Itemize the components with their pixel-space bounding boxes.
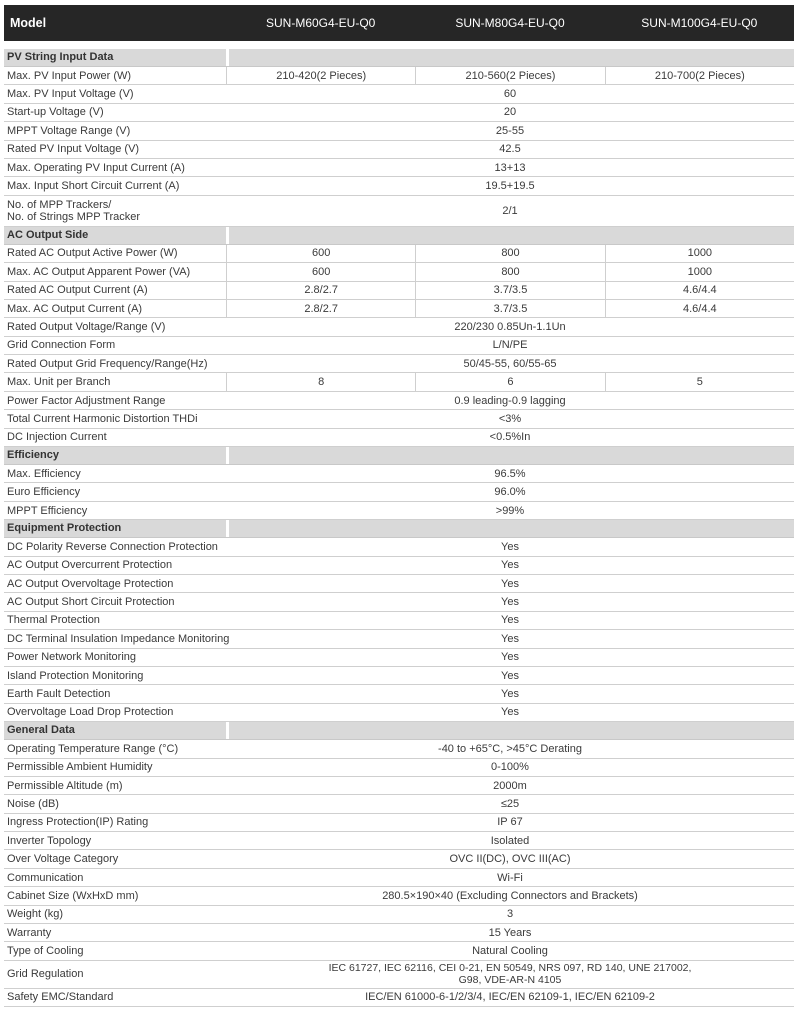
- row-label: Ingress Protection(IP) Rating: [7, 816, 149, 829]
- cell-value: 13+13: [494, 161, 526, 174]
- row-label: Communication: [7, 871, 84, 884]
- row-label: AC Output Short Circuit Protection: [7, 596, 175, 609]
- cell-value: 800: [415, 263, 604, 280]
- table-row: [4, 141, 794, 159]
- table-row: [4, 869, 794, 887]
- row-label: Permissible Altitude (m): [7, 779, 123, 792]
- header-label: Model: [10, 16, 47, 30]
- cell-value: 2000m: [493, 779, 527, 792]
- cell-value: 15 Years: [488, 926, 532, 939]
- row-label: Safety EMC/Standard: [7, 991, 114, 1004]
- section-title: General Data: [4, 722, 226, 739]
- table-header: [4, 5, 794, 41]
- spec-sheet: [4, 5, 794, 1007]
- row-label: Overvoltage Load Drop Protection: [7, 706, 174, 719]
- cell-value: 600: [226, 245, 415, 262]
- table-row: [4, 557, 794, 575]
- row-label: Max. Unit per Branch: [7, 376, 111, 389]
- table-row: [4, 989, 794, 1007]
- table-row: [4, 814, 794, 832]
- row-label: Rated AC Output Current (A): [7, 284, 148, 297]
- row-label: Power Network Monitoring: [7, 651, 136, 664]
- cell-value: 800: [415, 245, 604, 262]
- cell-value: Yes: [501, 632, 519, 645]
- table-row: [4, 906, 794, 924]
- table-row: [4, 177, 794, 195]
- table-row: [4, 122, 794, 140]
- cell-value: OVC II(DC), OVC III(AC): [449, 853, 571, 866]
- cell-value: 220/230 0.85Un-1.1Un: [454, 320, 566, 333]
- row-label: Operating Temperature Range (°C): [7, 742, 179, 755]
- cell-value: 3.7/3.5: [415, 282, 604, 299]
- row-label: Rated AC Output Active Power (W): [7, 247, 178, 260]
- section-title: Efficiency: [4, 447, 226, 464]
- table-row: [4, 85, 794, 103]
- table-row: [4, 685, 794, 703]
- table-row: [4, 318, 794, 336]
- cell-value: ≤25: [500, 797, 520, 810]
- table-row: [4, 392, 794, 410]
- table-row: [4, 924, 794, 942]
- cell-value: 96.5%: [494, 467, 526, 480]
- model-name: SUN-M80G4-EU-Q0: [455, 16, 565, 30]
- cell-value: 42.5: [499, 143, 521, 156]
- row-label: Max. Input Short Circuit Current (A): [7, 180, 180, 193]
- cell-value: 4.6/4.4: [605, 282, 794, 299]
- row-label: Type of Cooling: [7, 945, 84, 958]
- row-label: Cabinet Size (WxHxD mm): [7, 889, 139, 902]
- cell-value: IEC 61727, IEC 62116, CEI 0-21, EN 50549, NRS 097, RD 140, UNE 217002, G98, VDE-AR-N 4105: [328, 962, 692, 987]
- section-header: [4, 520, 794, 538]
- cell-value: >99%: [495, 504, 525, 517]
- cell-value: Yes: [501, 577, 519, 590]
- table-row: [4, 759, 794, 777]
- cell-value: 3.7/3.5: [415, 300, 604, 317]
- table-row: [4, 429, 794, 447]
- section-header: [4, 447, 794, 465]
- row-label: Permissible Ambient Humidity: [7, 761, 153, 774]
- table-row: [4, 832, 794, 850]
- row-label: DC Terminal Insulation Impedance Monitoring: [7, 632, 230, 645]
- cell-value: 1000: [605, 245, 794, 262]
- table-row: [4, 942, 794, 960]
- cell-value: L/N/PE: [492, 339, 528, 352]
- row-label: Max. AC Output Current (A): [7, 302, 143, 315]
- row-label: MPPT Voltage Range (V): [7, 124, 131, 137]
- row-label: Max. Efficiency: [7, 467, 81, 480]
- row-label: Island Protection Monitoring: [7, 669, 144, 682]
- cell-value: 3: [506, 908, 514, 921]
- row-label: Rated PV Input Voltage (V): [7, 143, 140, 156]
- cell-value: 210-700(2 Pieces): [605, 67, 794, 84]
- cell-value: 0.9 leading-0.9 lagging: [454, 394, 566, 407]
- table-row: [4, 282, 794, 300]
- table-row: [4, 593, 794, 611]
- cell-value: 8: [226, 373, 415, 390]
- cell-value: 4.6/4.4: [605, 300, 794, 317]
- row-label: Max. AC Output Apparent Power (VA): [7, 265, 191, 278]
- cell-value: Yes: [501, 651, 519, 664]
- table-row: [4, 575, 794, 593]
- table-row: [4, 159, 794, 177]
- row-label: Earth Fault Detection: [7, 688, 111, 701]
- row-label: No. of MPP Trackers/ No. of Strings MPP Tracker: [7, 198, 141, 223]
- table-row: [4, 337, 794, 355]
- cell-value: Yes: [501, 559, 519, 572]
- cell-value: 2.8/2.7: [226, 282, 415, 299]
- cell-value: Natural Cooling: [472, 945, 548, 958]
- row-label: Warranty: [7, 926, 52, 939]
- table-row: [4, 410, 794, 428]
- cell-value: 600: [226, 263, 415, 280]
- row-label: Grid Regulation: [7, 968, 84, 981]
- row-label: AC Output Overvoltage Protection: [7, 577, 174, 590]
- cell-value: Yes: [501, 669, 519, 682]
- cell-value: IP 67: [497, 816, 523, 829]
- table-row: [4, 502, 794, 520]
- cell-value: <0.5%In: [489, 431, 531, 444]
- row-label: Thermal Protection: [7, 614, 100, 627]
- table-row: [4, 263, 794, 281]
- cell-value: 19.5+19.5: [485, 180, 535, 193]
- row-label: DC Polarity Reverse Connection Protection: [7, 540, 218, 553]
- cell-value: Isolated: [490, 834, 530, 847]
- section-title: AC Output Side: [4, 227, 226, 244]
- row-label: Total Current Harmonic Distortion THDi: [7, 412, 198, 425]
- cell-value: 210-420(2 Pieces): [226, 67, 415, 84]
- section-header: [4, 722, 794, 740]
- table-row: [4, 795, 794, 813]
- cell-value: 50/45-55, 60/55-65: [463, 357, 557, 370]
- row-label: Rated Output Voltage/Range (V): [7, 320, 166, 333]
- row-label: Inverter Topology: [7, 834, 92, 847]
- table-row: [4, 850, 794, 868]
- table-row: [4, 67, 794, 85]
- table-row: [4, 667, 794, 685]
- cell-value: 25-55: [495, 124, 525, 137]
- row-label: Euro Efficiency: [7, 486, 81, 499]
- table-row: [4, 649, 794, 667]
- row-label: Rated Output Grid Frequency/Range(Hz): [7, 357, 208, 370]
- table-row: [4, 630, 794, 648]
- cell-value: Yes: [501, 540, 519, 553]
- table-row: [4, 196, 794, 227]
- row-label: Weight (kg): [7, 908, 64, 921]
- cell-value: Yes: [501, 614, 519, 627]
- cell-value: 60: [503, 88, 517, 101]
- cell-value: 2/1: [502, 204, 518, 217]
- section-title: Equipment Protection: [4, 520, 226, 537]
- table-row: [4, 740, 794, 758]
- row-label: Noise (dB): [7, 797, 59, 810]
- cell-value: IEC/EN 61000-6-1/2/3/4, IEC/EN 62109-1, IEC/EN 62109-2: [365, 991, 655, 1004]
- row-label: Power Factor Adjustment Range: [7, 394, 166, 407]
- cell-value: Wi-Fi: [497, 871, 523, 884]
- cell-value: Yes: [501, 596, 519, 609]
- table-row: [4, 355, 794, 373]
- cell-value: <3%: [498, 412, 522, 425]
- table-row: [4, 373, 794, 391]
- cell-value: 2.8/2.7: [226, 300, 415, 317]
- model-name: SUN-M60G4-EU-Q0: [265, 16, 376, 30]
- table-row: [4, 887, 794, 905]
- table-row: [4, 777, 794, 795]
- table-row: [4, 104, 794, 122]
- cell-value: 280.5×190×40 (Excluding Connectors and Brackets): [382, 889, 638, 902]
- cell-value: 0-100%: [491, 761, 529, 774]
- model-name: SUN-M100G4-EU-Q0: [641, 16, 758, 30]
- cell-value: Yes: [501, 706, 519, 719]
- row-label: MPPT Efficiency: [7, 504, 88, 517]
- table-row: [4, 704, 794, 722]
- table-row: [4, 465, 794, 483]
- table-row: [4, 245, 794, 263]
- row-label: Grid Connection Form: [7, 339, 116, 352]
- section-title: PV String Input Data: [4, 49, 226, 66]
- section-header: [4, 227, 794, 245]
- table-row: [4, 538, 794, 556]
- cell-value: 5: [605, 373, 794, 390]
- cell-value: 210-560(2 Pieces): [415, 67, 604, 84]
- cell-value: 20: [503, 106, 517, 119]
- row-label: DC Injection Current: [7, 431, 107, 444]
- row-label: Max. PV Input Power (W): [7, 69, 132, 82]
- cell-value: Yes: [501, 688, 519, 701]
- cell-value: 6: [415, 373, 604, 390]
- table-row: [4, 612, 794, 630]
- row-label: AC Output Overcurrent Protection: [7, 559, 173, 572]
- table-row: [4, 961, 794, 989]
- row-label: Start-up Voltage (V): [7, 106, 104, 119]
- row-label: Max. PV Input Voltage (V): [7, 88, 134, 101]
- table-row: [4, 483, 794, 501]
- section-header: [4, 49, 794, 67]
- table-row: [4, 300, 794, 318]
- row-label: Max. Operating PV Input Current (A): [7, 161, 185, 174]
- cell-value: 1000: [605, 263, 794, 280]
- cell-value: 96.0%: [494, 486, 526, 499]
- row-label: Over Voltage Category: [7, 853, 119, 866]
- cell-value: -40 to +65°C, >45°C Derating: [438, 742, 582, 755]
